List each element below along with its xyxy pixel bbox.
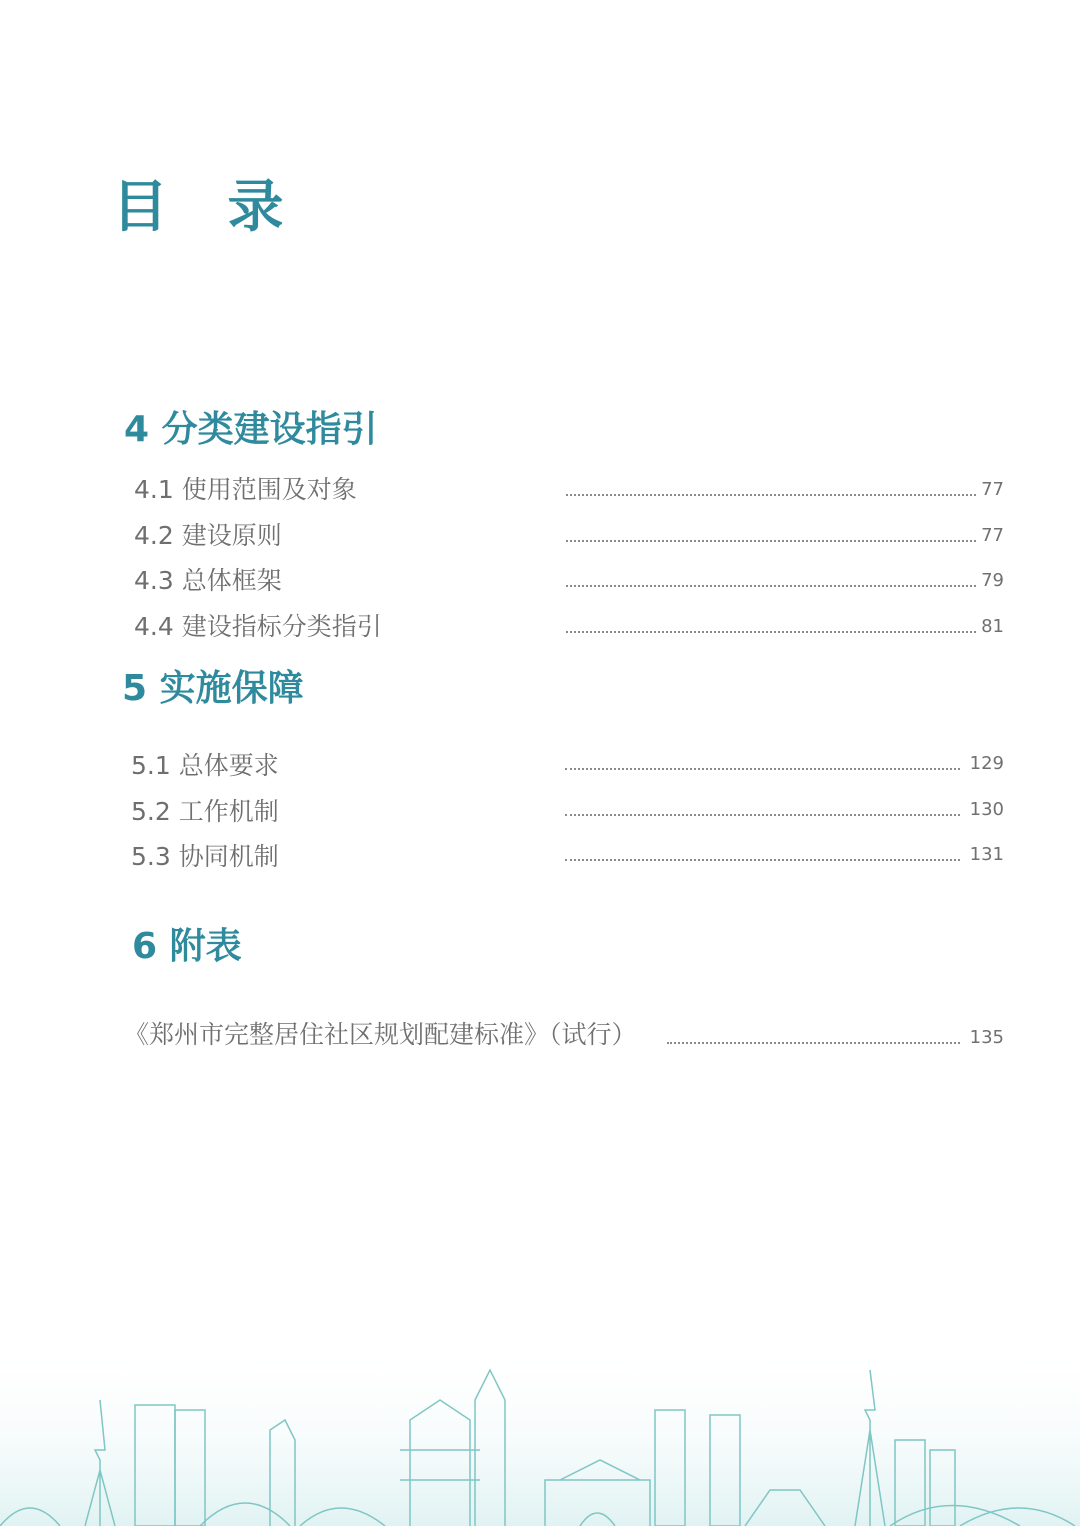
page-title: 目 录 — [112, 175, 304, 240]
toc-entry-label: 《郑州市完整居住社区规划配建标准》（试行） — [124, 1020, 637, 1049]
section-heading-5: 5 实施保障 — [122, 668, 304, 709]
dot-leader — [566, 631, 976, 633]
dot-leader — [667, 1042, 960, 1044]
toc-entry-label: 5.2 工作机制 — [131, 797, 279, 826]
dot-leader — [565, 768, 960, 770]
toc-page-number: 131 — [969, 844, 1004, 865]
toc-entry-label: 4.3 总体框架 — [134, 566, 282, 595]
toc-entry-label: 5.3 协同机制 — [131, 842, 279, 871]
toc-page-number: 81 — [981, 616, 1004, 637]
toc-entry-label: 4.2 建设原则 — [134, 521, 282, 550]
section-heading-4: 4 分类建设指引 — [124, 409, 378, 450]
toc-entry-label: 4.1 使用范围及对象 — [134, 475, 357, 504]
toc-page-number: 129 — [969, 753, 1004, 774]
dot-leader — [566, 494, 976, 496]
toc-page-number: 77 — [981, 479, 1004, 500]
section-heading-6: 6 附表 — [132, 926, 242, 967]
dot-leader — [566, 585, 976, 587]
toc-page-number: 77 — [981, 525, 1004, 546]
dot-leader — [566, 540, 976, 542]
toc-entry-label: 4.4 建设指标分类指引 — [134, 612, 382, 641]
city-skyline-illustration — [0, 1340, 1080, 1526]
dot-leader — [565, 814, 960, 816]
toc-page-number: 79 — [981, 570, 1004, 591]
dot-leader — [565, 859, 960, 861]
toc-page-number: 130 — [969, 799, 1004, 820]
toc-entry-label: 5.1 总体要求 — [131, 751, 279, 780]
toc-page-number: 135 — [969, 1027, 1004, 1048]
